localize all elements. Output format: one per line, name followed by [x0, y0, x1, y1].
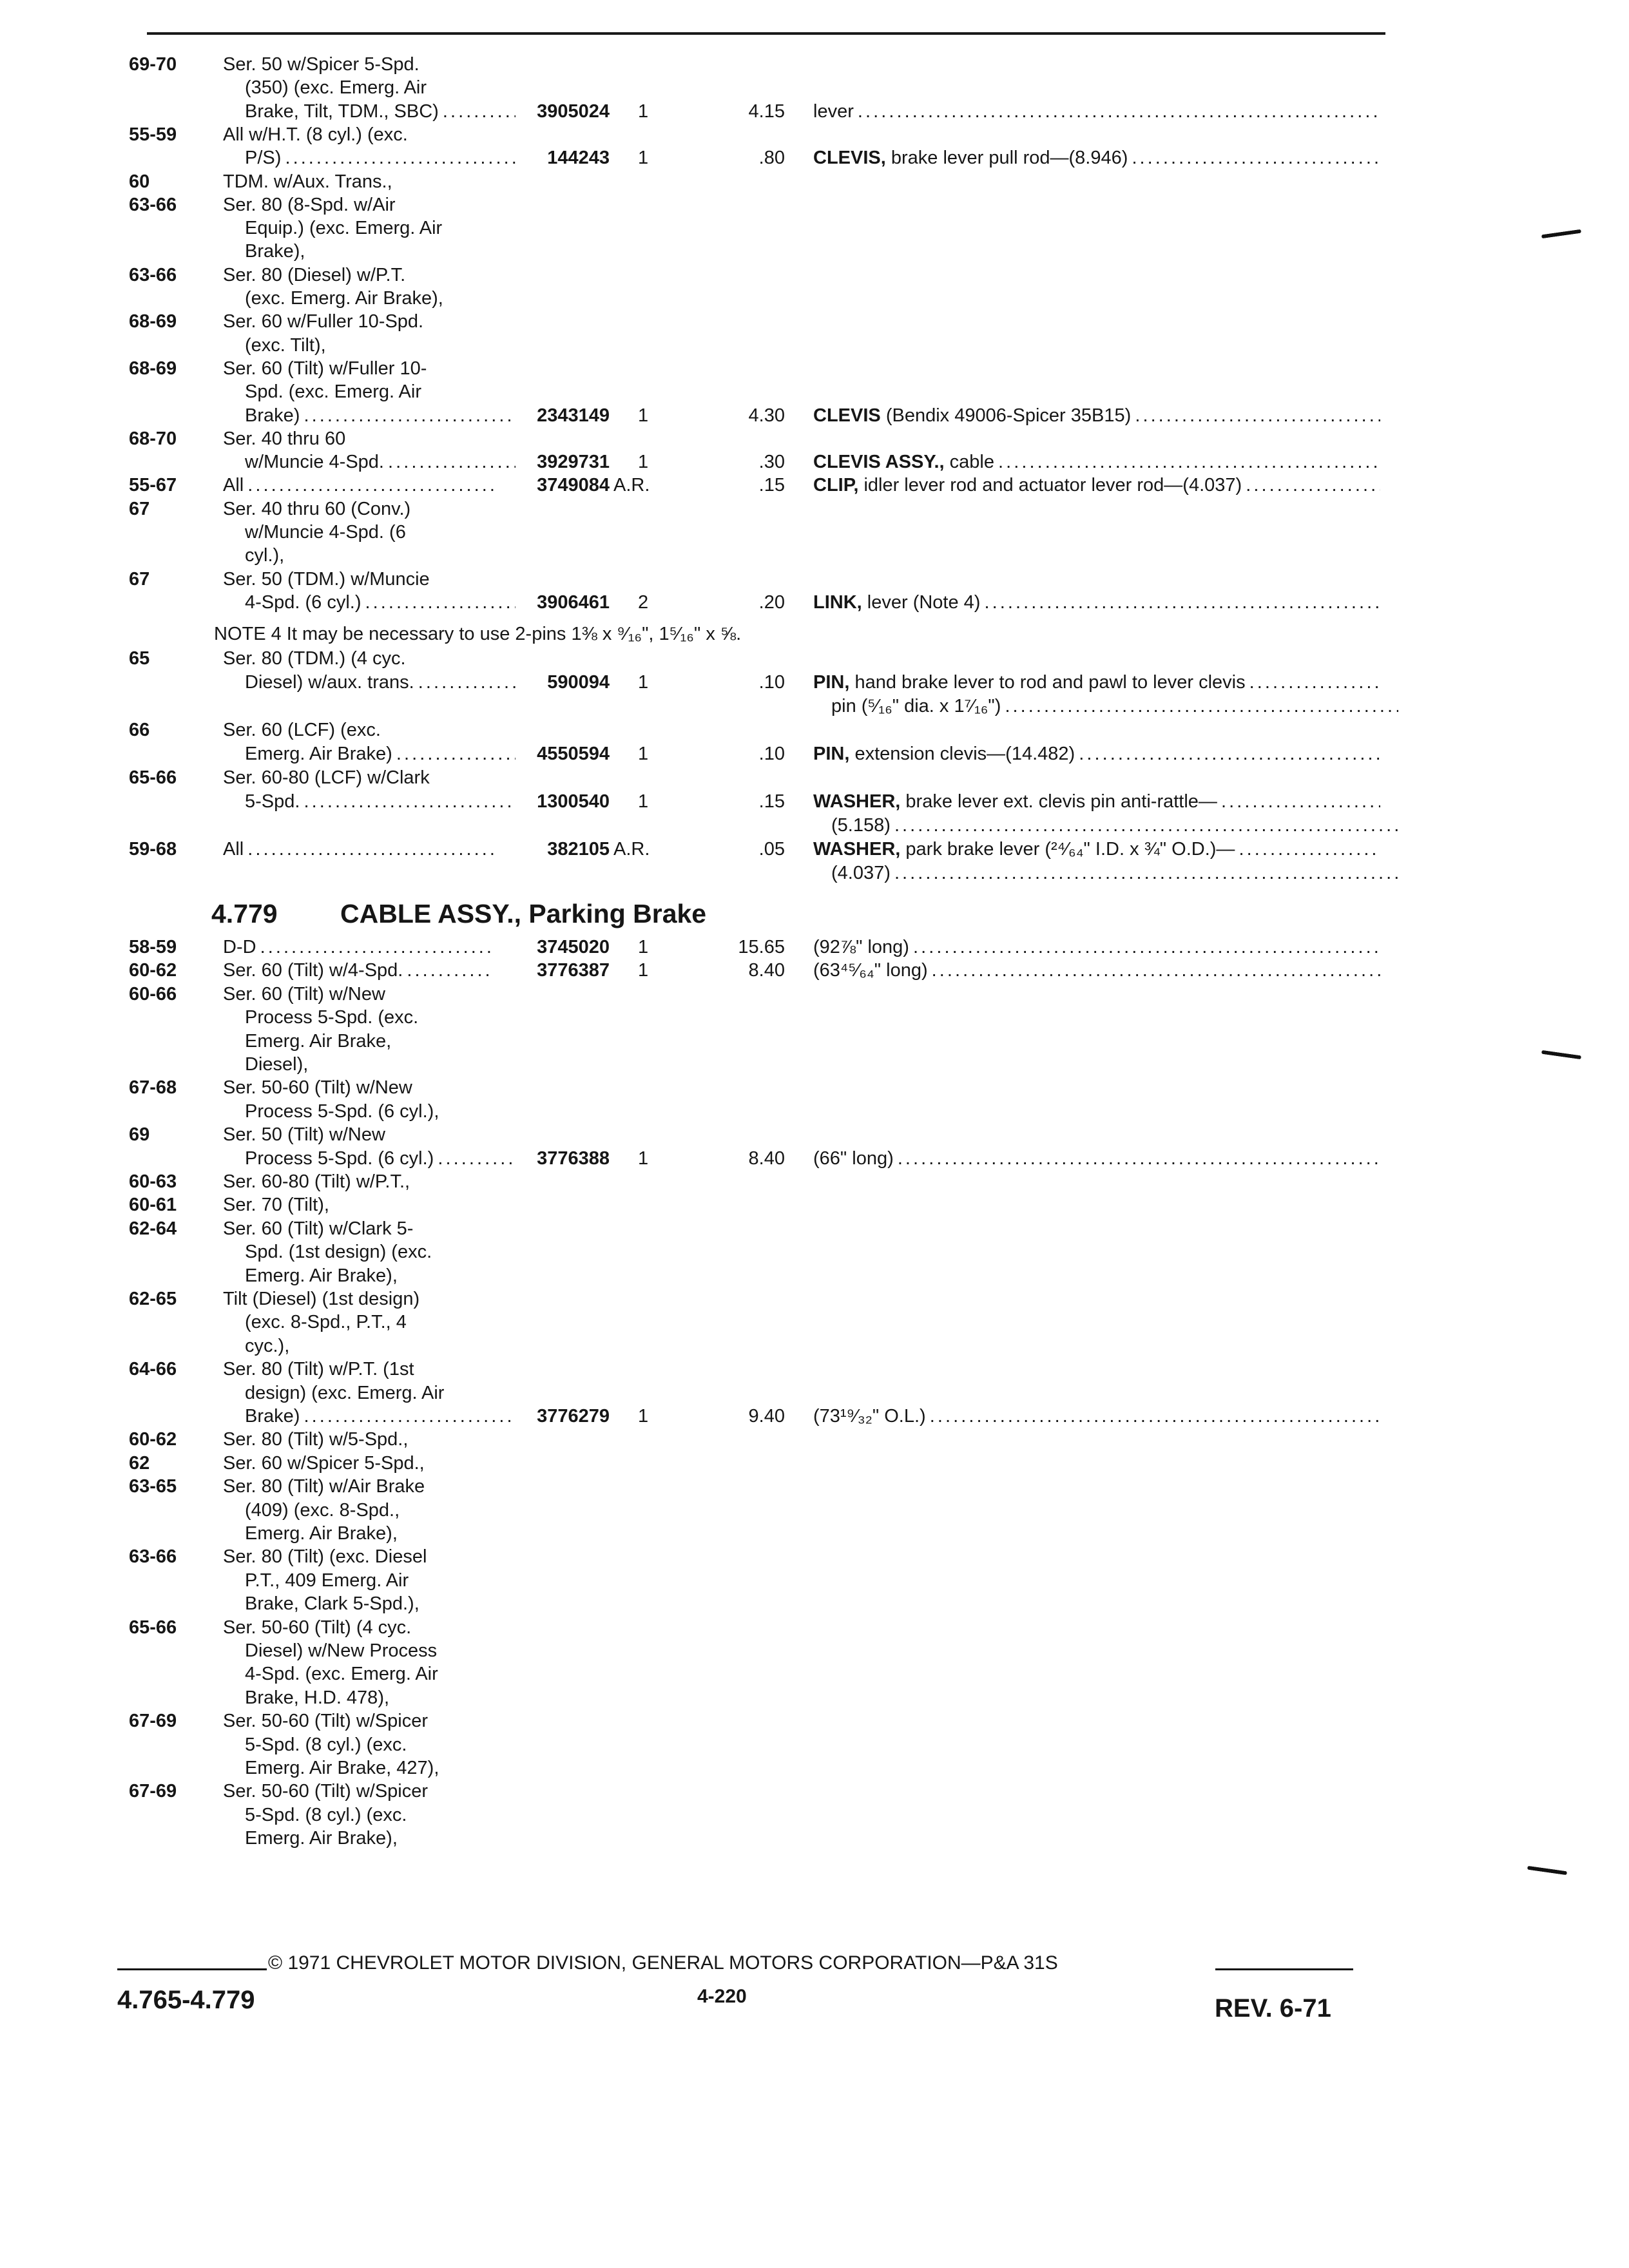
part-name: CLEVIS,	[813, 148, 886, 169]
catalog-row	[0, 1780, 1629, 1803]
quantity: 1	[638, 1406, 649, 1427]
model-years: 60	[129, 171, 150, 192]
catalog-row	[0, 216, 1629, 240]
application: Ser. 50-60 (Tilt) w/Spicer	[223, 1781, 429, 1802]
application: cyl.),	[245, 545, 285, 566]
part-number: 3905024	[537, 101, 610, 122]
catalog-row	[0, 1264, 1629, 1287]
catalog-row	[0, 1569, 1629, 1592]
list-price: .10	[758, 744, 785, 764]
part-number: 144243	[547, 148, 610, 169]
catalog-row	[0, 1475, 1629, 1498]
application: Emerg. Air Brake,	[245, 1030, 392, 1052]
catalog-row	[0, 334, 1629, 357]
model-years: 58-59	[129, 937, 177, 957]
catalog-row	[0, 838, 1629, 861]
application: Ser. 60-80 (LCF) w/Clark	[223, 767, 430, 788]
application: All . . .	[223, 838, 494, 861]
part-description	[813, 146, 1380, 169]
model-years: 65-66	[129, 1617, 177, 1638]
application: (exc. Emerg. Air Brake),	[245, 288, 443, 309]
application: Emerg. Air Brake, 427),	[245, 1758, 439, 1778]
application: design) (exc. Emerg. Air	[245, 1382, 445, 1403]
list-price: 8.40	[748, 1148, 785, 1169]
application: Emerg. Air Brake),	[245, 1828, 398, 1849]
list-price: 15.65	[738, 937, 785, 957]
model-years: 64-66	[129, 1359, 177, 1380]
section-number: 4.779	[211, 899, 278, 928]
part-detail: (66" long)	[813, 1148, 894, 1169]
part-detail: (92⅞" long)	[813, 937, 909, 957]
part-description-cont: (4.037) . . .	[831, 861, 1398, 885]
part-name: CLEVIS	[813, 405, 881, 426]
catalog-row	[0, 695, 1629, 718]
part-name: PIN,	[813, 744, 850, 764]
catalog-row	[0, 1240, 1629, 1264]
catalog-row	[0, 742, 1629, 765]
model-years: 67-69	[129, 1711, 177, 1732]
top-rule	[147, 32, 1385, 35]
quantity: 1	[638, 791, 649, 812]
application: Diesel),	[245, 1054, 309, 1075]
list-price: .15	[758, 791, 785, 812]
part-description	[813, 742, 1380, 765]
catalog-row	[0, 1170, 1629, 1193]
part-detail: extension clevis—(14.482)	[854, 744, 1075, 764]
part-detail: park brake lever (²⁴⁄₆₄" I.D. x ¾" O.D.)—	[905, 839, 1235, 860]
list-price: .10	[758, 672, 785, 693]
model-years: 59-68	[129, 839, 177, 860]
catalog-row	[0, 380, 1629, 403]
application: Spd. (exc. Emerg. Air	[245, 381, 421, 403]
catalog-row	[0, 123, 1629, 146]
part-detail: lever (Note 4)	[867, 591, 981, 613]
part-detail: cable	[949, 452, 994, 473]
application: 5-Spd. (8 cyl.) (exc.	[245, 1734, 407, 1755]
model-years: 63-66	[129, 1546, 177, 1568]
model-years: 68-69	[129, 311, 177, 332]
application: Brake, Clark 5-Spd.),	[245, 1593, 419, 1615]
model-years: 62-65	[129, 1289, 177, 1309]
part-name: WASHER,	[813, 791, 901, 812]
model-years: 67	[129, 498, 150, 519]
catalog-row	[0, 264, 1629, 287]
model-years: 63-65	[129, 1476, 177, 1497]
catalog-row	[0, 1405, 1629, 1428]
part-detail: (63⁴⁵⁄₆₄" long)	[813, 960, 928, 981]
application: (exc. Tilt),	[245, 334, 326, 356]
application: Spd. (1st design) (exc.	[245, 1242, 432, 1263]
catalog-row	[0, 1592, 1629, 1615]
catalog-row	[0, 404, 1629, 427]
application: D-D . . .	[223, 936, 494, 959]
catalog-row	[0, 568, 1629, 591]
catalog-row	[0, 1311, 1629, 1334]
catalog-row	[0, 1499, 1629, 1522]
catalog-row	[0, 861, 1629, 885]
list-price: 4.15	[748, 101, 785, 122]
application: Ser. 60 (Tilt) w/4-Spd. . . .	[223, 959, 494, 982]
catalog-row	[0, 1452, 1629, 1475]
footer-rule-left	[117, 1968, 267, 1970]
application: P/S) . . .	[245, 146, 516, 169]
part-number: 3776279	[537, 1406, 610, 1427]
application: 4-Spd. (6 cyl.) . . .	[245, 591, 516, 614]
quantity: 1	[638, 452, 649, 473]
catalog-row	[0, 983, 1629, 1006]
catalog-row	[0, 100, 1629, 123]
catalog-row	[0, 193, 1629, 216]
model-years: 60-66	[129, 983, 177, 1004]
application: Ser. 80 (8-Spd. w/Air	[223, 194, 396, 215]
application: All . . .	[223, 474, 494, 497]
catalog-row	[0, 647, 1629, 670]
application: Emerg. Air Brake),	[245, 1523, 398, 1544]
application: Ser. 80 (Tilt) w/5-Spd.,	[223, 1429, 409, 1450]
catalog-row	[0, 1545, 1629, 1568]
application: cyc.),	[245, 1335, 290, 1356]
footer-revision: REV. 6-71	[1215, 1994, 1331, 2023]
application: Ser. 40 thru 60	[223, 428, 346, 449]
catalog-row	[0, 1053, 1629, 1076]
catalog-row	[0, 1287, 1629, 1311]
quantity: 1	[638, 148, 649, 169]
application: Brake) . . .	[245, 1405, 516, 1428]
part-number: 3776387	[537, 960, 610, 981]
catalog-row	[0, 1217, 1629, 1240]
application: Brake),	[245, 241, 305, 262]
part-name: LINK,	[813, 591, 862, 613]
part-number: 382105	[547, 839, 610, 860]
part-description-cont: pin (⁵⁄₁₆" dia. x 1⁷⁄₁₆") . . .	[831, 695, 1398, 718]
application: Tilt (Diesel) (1st design)	[223, 1289, 420, 1309]
application: Ser. 60 (Tilt) w/New	[223, 983, 385, 1004]
application: Process 5-Spd. (6 cyl.) . . .	[245, 1147, 516, 1170]
part-description	[813, 959, 1380, 982]
catalog-row	[0, 1100, 1629, 1123]
catalog-row	[0, 1686, 1629, 1709]
quantity: 1	[638, 101, 649, 122]
list-price: 4.30	[748, 405, 785, 426]
footer-rule-right	[1215, 1968, 1353, 1970]
catalog-row	[0, 1428, 1629, 1451]
model-years: 65	[129, 648, 150, 669]
part-name: WASHER,	[813, 839, 901, 860]
application: 5-Spd. . . .	[245, 790, 516, 813]
catalog-row	[0, 1639, 1629, 1662]
model-years: 60-62	[129, 1429, 177, 1450]
application: Equip.) (exc. Emerg. Air	[245, 218, 443, 239]
model-years: 62-64	[129, 1218, 177, 1239]
catalog-row	[0, 959, 1629, 982]
list-price: .05	[758, 839, 785, 860]
list-price: 9.40	[748, 1406, 785, 1427]
catalog-row	[0, 474, 1629, 497]
model-years: 67-68	[129, 1077, 177, 1099]
application: 4-Spd. (exc. Emerg. Air	[245, 1664, 438, 1685]
application: Ser. 60 (Tilt) w/Clark 5-	[223, 1218, 414, 1239]
quantity: 1	[638, 744, 649, 764]
application: Ser. 50-60 (Tilt) w/Spicer	[223, 1711, 429, 1732]
part-description	[813, 450, 1380, 474]
catalog-row	[0, 53, 1629, 76]
quantity: 1	[638, 960, 649, 981]
footer-section-range: 4.765-4.779	[117, 1986, 255, 2014]
footer-copyright: © 1971 CHEVROLET MOTOR DIVISION, GENERAL MOTORS CORPORATION—P&A 31S	[268, 1952, 1058, 1974]
application: (350) (exc. Emerg. Air	[245, 77, 427, 99]
application: All w/H.T. (8 cyl.) (exc.	[223, 124, 408, 145]
catalog-row	[0, 790, 1629, 813]
application: P.T., 409 Emerg. Air	[245, 1570, 409, 1591]
application: (exc. 8-Spd., P.T., 4	[245, 1312, 407, 1333]
part-detail: lever	[813, 101, 854, 122]
application: Process 5-Spd. (6 cyl.),	[245, 1100, 439, 1122]
catalog-row	[0, 287, 1629, 310]
application: Brake, Tilt, TDM., SBC) . . .	[245, 100, 516, 123]
part-description	[813, 936, 1380, 959]
catalog-row	[0, 1709, 1629, 1733]
part-number: 2343149	[537, 405, 610, 426]
application: Brake, H.D. 478),	[245, 1687, 390, 1708]
application: Ser. 70 (Tilt),	[223, 1195, 329, 1216]
part-detail: brake lever pull rod—(8.946)	[891, 148, 1128, 169]
part-description-cont: (5.158) . . .	[831, 814, 1398, 837]
catalog-row	[0, 1803, 1629, 1827]
application: Ser. 50 w/Spicer 5-Spd.	[223, 54, 419, 75]
catalog-row	[0, 76, 1629, 99]
part-description	[813, 1405, 1380, 1428]
model-years: 60-61	[129, 1195, 177, 1216]
application: Ser. 80 (TDM.) (4 cyc.	[223, 648, 406, 669]
catalog-row	[0, 766, 1629, 789]
model-years: 67	[129, 568, 150, 590]
part-name: CLEVIS ASSY.,	[813, 452, 945, 473]
part-description	[813, 790, 1380, 813]
application: Ser. 60-80 (Tilt) w/P.T.,	[223, 1171, 410, 1192]
footer-page-number: 4-220	[697, 1986, 747, 2007]
catalog-row	[0, 521, 1629, 544]
list-price: .15	[758, 475, 785, 496]
model-years: 60-62	[129, 960, 177, 981]
part-number: 3745020	[537, 937, 610, 957]
catalog-row	[0, 1123, 1629, 1146]
catalog-row	[0, 450, 1629, 474]
part-detail: (Bendix 49006-Spicer 35B15)	[885, 405, 1132, 426]
catalog-row	[0, 671, 1629, 694]
model-years: 60-63	[129, 1171, 177, 1192]
model-years: 68-70	[129, 428, 177, 449]
application: Emerg. Air Brake) . . .	[245, 742, 516, 765]
catalog-row	[0, 1006, 1629, 1029]
quantity: 1	[638, 672, 649, 693]
list-price: .20	[758, 591, 785, 613]
part-description	[813, 100, 1380, 123]
catalog-row	[0, 497, 1629, 521]
part-number: 590094	[547, 672, 610, 693]
catalog-row	[0, 1662, 1629, 1686]
list-price: .80	[758, 148, 785, 169]
catalog-row	[0, 1147, 1629, 1170]
part-number: 1300540	[537, 791, 610, 812]
application: Ser. 80 (Tilt) (exc. Diesel	[223, 1546, 427, 1568]
application: Ser. 80 (Tilt) w/Air Brake	[223, 1476, 425, 1497]
catalog-row	[0, 1358, 1629, 1381]
application: Ser. 50 (Tilt) w/New	[223, 1124, 385, 1146]
catalog-row	[0, 310, 1629, 333]
catalog-row	[0, 1334, 1629, 1358]
catalog-row	[0, 1381, 1629, 1405]
application: Ser. 60 w/Fuller 10-Spd.	[223, 311, 424, 332]
application: Ser. 60 (Tilt) w/Fuller 10-	[223, 358, 427, 379]
catalog-row	[0, 936, 1629, 959]
part-description	[813, 1147, 1380, 1170]
quantity: A.R.	[613, 475, 650, 496]
application: 5-Spd. (8 cyl.) (exc.	[245, 1804, 407, 1825]
application: w/Muncie 4-Spd. (6	[245, 522, 406, 543]
model-years: 55-59	[129, 124, 177, 145]
margin-tick	[1527, 1866, 1567, 1876]
model-years: 62	[129, 1452, 150, 1474]
note-4: NOTE 4 It may be necessary to use 2-pins 1⅜ x ⁹⁄₁₆", 1⁵⁄₁₆" x ⅝.	[214, 624, 742, 644]
application: Ser. 50-60 (Tilt) w/New	[223, 1077, 412, 1099]
catalog-row	[0, 240, 1629, 263]
catalog-row	[0, 1827, 1629, 1850]
application: Ser. 50 (TDM.) w/Muncie	[223, 568, 430, 590]
quantity: 1	[638, 937, 649, 957]
model-years: 67-69	[129, 1781, 177, 1802]
application: Ser. 60 (LCF) (exc.	[223, 720, 381, 740]
application: Emerg. Air Brake),	[245, 1265, 398, 1286]
part-detail: hand brake lever to rod and pawl to lever clevis	[854, 672, 1246, 693]
part-name: PIN,	[813, 672, 850, 693]
catalog-row	[0, 1076, 1629, 1099]
list-price: 8.40	[748, 960, 785, 981]
catalog-row	[0, 1193, 1629, 1216]
part-description	[813, 404, 1380, 427]
part-number: 3776388	[537, 1148, 610, 1169]
model-years: 69-70	[129, 54, 177, 75]
model-years: 65-66	[129, 767, 177, 788]
catalog-row	[0, 170, 1629, 193]
part-detail: brake lever ext. clevis pin anti-rattle—	[905, 791, 1217, 812]
application: (409) (exc. 8-Spd.,	[245, 1499, 400, 1521]
part-detail: idler lever rod and actuator lever rod—(4.037)	[863, 475, 1242, 496]
catalog-row	[0, 591, 1629, 614]
catalog-row	[0, 814, 1629, 837]
model-years: 66	[129, 720, 150, 740]
model-years: 63-66	[129, 194, 177, 215]
catalog-row	[0, 1616, 1629, 1639]
catalog-row	[0, 1522, 1629, 1545]
application: w/Muncie 4-Spd. . . .	[245, 450, 516, 474]
part-description	[813, 671, 1380, 694]
quantity: 1	[638, 1148, 649, 1169]
application: TDM. w/Aux. Trans.,	[223, 171, 392, 192]
catalog-row	[0, 1030, 1629, 1053]
catalog-row	[0, 146, 1629, 169]
application: Diesel) w/New Process	[245, 1640, 438, 1661]
part-description	[813, 838, 1380, 861]
quantity: A.R.	[613, 839, 650, 860]
part-number: 3929731	[537, 452, 610, 473]
catalog-row	[0, 1756, 1629, 1780]
catalog-row	[0, 1733, 1629, 1756]
catalog-row	[0, 718, 1629, 742]
application: Ser. 50-60 (Tilt) (4 cyc.	[223, 1617, 412, 1638]
application: Diesel) w/aux. trans. . . .	[245, 671, 516, 694]
part-description	[813, 474, 1380, 497]
model-years: 55-67	[129, 475, 177, 496]
application: Ser. 80 (Tilt) w/P.T. (1st	[223, 1359, 414, 1380]
catalog-row	[0, 427, 1629, 450]
quantity: 1	[638, 405, 649, 426]
quantity: 2	[638, 591, 649, 613]
application: Ser. 40 thru 60 (Conv.)	[223, 498, 411, 519]
part-number: 3906461	[537, 591, 610, 613]
application: Brake) . . .	[245, 404, 516, 427]
model-years: 63-66	[129, 264, 177, 285]
part-number: 3749084	[537, 475, 610, 496]
part-number: 4550594	[537, 744, 610, 764]
model-years: 68-69	[129, 358, 177, 379]
catalog-row	[0, 357, 1629, 380]
catalog-row	[0, 544, 1629, 567]
application: Ser. 80 (Diesel) w/P.T.	[223, 264, 406, 285]
application: Ser. 60 w/Spicer 5-Spd.,	[223, 1452, 425, 1474]
part-description	[813, 591, 1380, 614]
model-years: 69	[129, 1124, 150, 1146]
list-price: .30	[758, 452, 785, 473]
part-detail: (73¹⁹⁄₃₂" O.L.)	[813, 1406, 926, 1427]
application: Process 5-Spd. (exc.	[245, 1007, 419, 1028]
section-title: CABLE ASSY., Parking Brake	[340, 899, 707, 928]
section-heading	[211, 899, 706, 929]
part-name: CLIP,	[813, 475, 859, 496]
